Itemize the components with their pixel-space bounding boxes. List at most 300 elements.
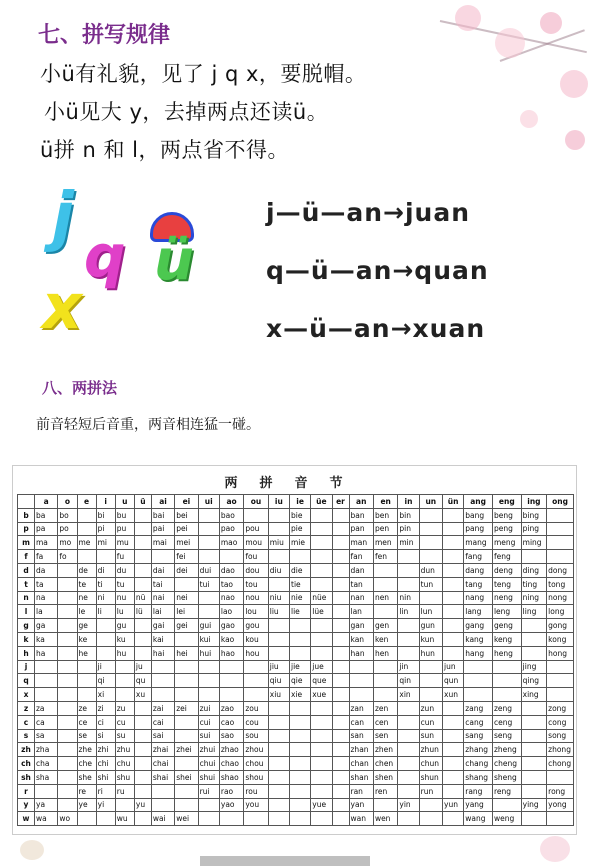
syllable-cell — [521, 784, 547, 798]
syllable-cell: mo — [58, 536, 77, 550]
syllable-cell: ping — [521, 522, 547, 536]
syllable-cell: xiu — [268, 688, 289, 702]
column-header: en — [373, 495, 397, 509]
table-row — [18, 536, 574, 550]
initial-cell: h — [18, 646, 35, 660]
syllable-cell — [311, 715, 332, 729]
syllable-cell — [151, 660, 174, 674]
syllable-cell: pao — [219, 522, 243, 536]
table-row — [18, 715, 574, 729]
table-row — [18, 757, 574, 771]
syllable-cell: ting — [521, 577, 547, 591]
syllable-cell — [290, 619, 311, 633]
syllable-cell — [398, 812, 419, 826]
syllable-cell: nong — [547, 591, 574, 605]
syllable-cell: cong — [547, 715, 574, 729]
syllable-cell: jue — [311, 660, 332, 674]
syllable-cell: sen — [373, 729, 397, 743]
syllable-cell: tou — [244, 577, 268, 591]
column-header: er — [332, 495, 349, 509]
syllable-cell: niu — [268, 591, 289, 605]
syllable-cell: qing — [521, 674, 547, 688]
syllable-cell — [443, 812, 464, 826]
initial-cell: t — [18, 577, 35, 591]
syllable-cell: nou — [244, 591, 268, 605]
syllable-cell: hei — [175, 646, 198, 660]
syllable-cell: han — [349, 646, 373, 660]
syllable-cell — [419, 550, 442, 564]
syllable-cell: ren — [373, 784, 397, 798]
syllable-cell — [443, 619, 464, 633]
syllable-cell: zha — [35, 743, 58, 757]
syllable-cell: ke — [77, 632, 96, 646]
syllable-cell: wo — [58, 812, 77, 826]
syllable-cell: fo — [58, 550, 77, 564]
section-8-text: 前音轻短后音重，两音相连猛一碰。 — [36, 417, 260, 433]
syllable-cell — [96, 550, 115, 564]
header-row — [18, 495, 574, 509]
syllable-cell: fen — [373, 550, 397, 564]
syllable-cell — [398, 784, 419, 798]
syllable-cell: dang — [464, 563, 493, 577]
syllable-cell: hang — [464, 646, 493, 660]
syllable-cell: hou — [244, 646, 268, 660]
syllable-cell — [290, 784, 311, 798]
syllable-cell — [332, 798, 349, 812]
syllable-cell — [419, 508, 442, 522]
syllable-cell: bo — [58, 508, 77, 522]
syllable-cell — [311, 770, 332, 784]
rule-line-2: 小ü见大 y，去掉两点还读ü。 — [44, 100, 329, 124]
initial-cell: y — [18, 798, 35, 812]
syllable-cell: su — [115, 729, 134, 743]
syllable-cell — [398, 729, 419, 743]
syllable-cell: nei — [175, 591, 198, 605]
syllable-cell: wai — [151, 812, 174, 826]
syllable-cell: diu — [268, 563, 289, 577]
initial-cell: d — [18, 563, 35, 577]
syllable-cell — [219, 674, 243, 688]
syllable-cell: rang — [464, 784, 493, 798]
syllable-cell — [332, 508, 349, 522]
syllable-cell: jing — [521, 660, 547, 674]
syllable-cell — [443, 757, 464, 771]
syllable-cell — [419, 536, 442, 550]
syllable-cell: pie — [290, 522, 311, 536]
syllable-cell: xun — [443, 688, 464, 702]
syllable-cell — [268, 715, 289, 729]
syllable-cell: zi — [96, 701, 115, 715]
syllable-cell — [443, 646, 464, 660]
syllable-cell: zhan — [349, 743, 373, 757]
syllable-cell — [175, 632, 198, 646]
syllable-cell: wan — [349, 812, 373, 826]
syllable-cell — [311, 522, 332, 536]
syllable-cell — [151, 798, 174, 812]
syllable-cell: yue — [311, 798, 332, 812]
table-row — [18, 770, 574, 784]
syllable-cell: zhong — [547, 743, 574, 757]
syllable-cell: sa — [35, 729, 58, 743]
syllable-cell — [244, 688, 268, 702]
syllable-cell: bai — [151, 508, 174, 522]
syllable-cell — [198, 522, 219, 536]
syllable-cell — [311, 577, 332, 591]
syllable-cell: di — [96, 563, 115, 577]
syllable-cell: fei — [175, 550, 198, 564]
syllable-cell: jin — [398, 660, 419, 674]
syllable-cell — [115, 674, 134, 688]
syllable-cell: si — [96, 729, 115, 743]
syllable-cell: cu — [115, 715, 134, 729]
syllable-cell: lüe — [311, 605, 332, 619]
syllable-cell: yin — [398, 798, 419, 812]
syllable-cell — [492, 688, 521, 702]
syllable-cell: she — [77, 770, 96, 784]
syllable-cell — [58, 743, 77, 757]
syllable-cell — [443, 632, 464, 646]
syllable-cell — [58, 770, 77, 784]
syllable-cell — [290, 715, 311, 729]
syllable-cell: ne — [77, 591, 96, 605]
syllable-cell: li — [96, 605, 115, 619]
syllable-cell: ge — [77, 619, 96, 633]
syllable-cell — [443, 563, 464, 577]
syllable-cell — [332, 688, 349, 702]
syllable-cell — [151, 674, 174, 688]
syllable-cell — [443, 701, 464, 715]
table-row — [18, 660, 574, 674]
syllable-cell: lang — [464, 605, 493, 619]
syllable-cell: cen — [373, 715, 397, 729]
scrollbar[interactable] — [200, 856, 370, 866]
syllable-cell — [547, 550, 574, 564]
column-header: ou — [244, 495, 268, 509]
syllable-cell — [58, 605, 77, 619]
syllable-cell: zhen — [373, 743, 397, 757]
syllable-cell: ti — [96, 577, 115, 591]
syllable-cell — [398, 715, 419, 729]
syllable-cell — [58, 591, 77, 605]
syllable-cell — [58, 563, 77, 577]
syllable-cell — [398, 757, 419, 771]
syllable-cell: de — [77, 563, 96, 577]
syllable-cell: kai — [151, 632, 174, 646]
syllable-cell — [268, 757, 289, 771]
syllable-cell: he — [77, 646, 96, 660]
syllable-cell: zui — [198, 701, 219, 715]
syllable-cell: tai — [151, 577, 174, 591]
syllable-cell: dui — [198, 563, 219, 577]
syllable-cell — [219, 550, 243, 564]
syllable-cell — [77, 812, 96, 826]
syllable-cell — [151, 784, 174, 798]
syllable-cell: neng — [492, 591, 521, 605]
syllable-cell — [175, 757, 198, 771]
column-header: eng — [492, 495, 521, 509]
syllable-cell — [175, 715, 198, 729]
syllable-cell: dou — [244, 563, 268, 577]
syllable-cell: gui — [198, 619, 219, 633]
syllable-cell: cun — [419, 715, 442, 729]
syllable-cell — [134, 619, 151, 633]
syllable-cell — [547, 660, 574, 674]
syllable-cell — [443, 536, 464, 550]
syllable-cell — [419, 798, 442, 812]
syllable-cell: nai — [151, 591, 174, 605]
syllable-cell — [311, 701, 332, 715]
syllable-cell: fu — [115, 550, 134, 564]
syllable-cell: zhou — [244, 743, 268, 757]
table-row — [18, 563, 574, 577]
syllable-cell — [443, 550, 464, 564]
syllable-cell: sang — [464, 729, 493, 743]
syllable-cell: xie — [290, 688, 311, 702]
table-row — [18, 605, 574, 619]
syllable-cell: ken — [373, 632, 397, 646]
syllable-cell — [290, 632, 311, 646]
syllable-cell — [58, 729, 77, 743]
syllable-cell: na — [35, 591, 58, 605]
syllable-cell: pei — [175, 522, 198, 536]
syllable-cell — [332, 701, 349, 715]
syllable-cell — [443, 743, 464, 757]
pinyin-syllable-table — [12, 465, 577, 835]
syllable-cell: zheng — [492, 743, 521, 757]
syllable-cell: ya — [35, 798, 58, 812]
syllable-cell — [244, 660, 268, 674]
syllable-cell — [398, 743, 419, 757]
syllable-cell — [443, 605, 464, 619]
syllable-cell: dan — [349, 563, 373, 577]
syllable-cell: zeng — [492, 701, 521, 715]
syllable-cell — [58, 757, 77, 771]
syllable-cell: mi — [96, 536, 115, 550]
syllable-cell: gou — [244, 619, 268, 633]
syllable-cell: ha — [35, 646, 58, 660]
syllable-cell: wu — [115, 812, 134, 826]
syllable-cell: gen — [373, 619, 397, 633]
syllable-cell — [268, 743, 289, 757]
syllable-cell: ban — [349, 508, 373, 522]
syllable-cell — [349, 660, 373, 674]
syllable-cell: cai — [151, 715, 174, 729]
syllable-cell: ma — [35, 536, 58, 550]
syllable-cell — [175, 729, 198, 743]
initial-cell: g — [18, 619, 35, 633]
syllable-cell: ga — [35, 619, 58, 633]
syllable-cell — [311, 757, 332, 771]
syllable-cell: xin — [398, 688, 419, 702]
syllable-cell — [290, 743, 311, 757]
rule-line-1: 小ü有礼貌，见了 j q x，要脱帽。 — [40, 62, 367, 86]
syllable-cell: qu — [134, 674, 151, 688]
syllable-cell — [77, 688, 96, 702]
syllable-cell: cha — [35, 757, 58, 771]
syllable-cell — [58, 619, 77, 633]
table-title: 两拼音节 — [224, 476, 365, 491]
syllable-cell — [443, 715, 464, 729]
section-7-title: 七、拼写规律 — [38, 22, 171, 48]
syllable-cell: chou — [244, 757, 268, 771]
syllable-cell — [373, 674, 397, 688]
initial-cell: w — [18, 812, 35, 826]
syllable-cell — [373, 688, 397, 702]
syllable-cell: ceng — [492, 715, 521, 729]
syllable-cell: yang — [464, 798, 493, 812]
syllable-cell: gun — [419, 619, 442, 633]
initial-cell: x — [18, 688, 35, 702]
syllable-cell: pou — [244, 522, 268, 536]
syllable-cell: ze — [77, 701, 96, 715]
column-header: ang — [464, 495, 493, 509]
syllable-cell: nüe — [311, 591, 332, 605]
syllable-cell — [268, 729, 289, 743]
formula-xuan: x—ü—an→xuan — [266, 314, 486, 343]
syllable-cell: you — [244, 798, 268, 812]
syllable-cell — [547, 812, 574, 826]
syllable-cell: fan — [349, 550, 373, 564]
syllable-cell — [268, 646, 289, 660]
syllable-cell: rui — [198, 784, 219, 798]
syllable-cell — [373, 563, 397, 577]
syllable-cell: pai — [151, 522, 174, 536]
syllable-cell: shan — [349, 770, 373, 784]
syllable-cell — [332, 619, 349, 633]
syllable-cell: le — [77, 605, 96, 619]
syllable-cell: ji — [96, 660, 115, 674]
column-header: a — [35, 495, 58, 509]
syllable-cell: wang — [464, 812, 493, 826]
syllable-cell — [521, 619, 547, 633]
syllable-cell — [134, 577, 151, 591]
syllable-cell — [219, 688, 243, 702]
syllable-cell — [290, 646, 311, 660]
syllable-cell — [332, 757, 349, 771]
cartoon-letter-u-umlaut: ü — [154, 228, 194, 293]
syllable-cell — [547, 536, 574, 550]
syllable-cell: deng — [492, 563, 521, 577]
syllable-cell — [115, 798, 134, 812]
syllable-cell — [290, 770, 311, 784]
syllable-cell — [521, 550, 547, 564]
syllable-cell: shen — [373, 770, 397, 784]
syllable-cell — [311, 619, 332, 633]
syllable-cell — [134, 632, 151, 646]
syllable-cell — [134, 508, 151, 522]
syllable-cell: kun — [419, 632, 442, 646]
syllable-cell — [332, 550, 349, 564]
table-row — [18, 784, 574, 798]
syllable-cell: heng — [492, 646, 521, 660]
syllable-cell: jie — [290, 660, 311, 674]
syllable-cell: ning — [521, 591, 547, 605]
syllable-cell: yong — [547, 798, 574, 812]
syllable-cell — [332, 646, 349, 660]
syllable-cell: rong — [547, 784, 574, 798]
syllable-cell: zhai — [151, 743, 174, 757]
syllable-cell — [547, 770, 574, 784]
syllable-cell: run — [419, 784, 442, 798]
syllable-cell: tong — [547, 577, 574, 591]
syllable-cell — [443, 508, 464, 522]
initial-cell: j — [18, 660, 35, 674]
syllable-cell — [464, 660, 493, 674]
syllable-cell: zhui — [198, 743, 219, 757]
syllable-cell — [492, 674, 521, 688]
syllable-cell — [244, 674, 268, 688]
table-row — [18, 674, 574, 688]
syllable-cell: nan — [349, 591, 373, 605]
syllable-cell — [311, 743, 332, 757]
syllable-cell: bi — [96, 508, 115, 522]
syllable-cell — [268, 798, 289, 812]
syllable-cell: dei — [175, 563, 198, 577]
syllable-cell — [521, 701, 547, 715]
syllable-cell — [244, 508, 268, 522]
syllable-cell: yi — [96, 798, 115, 812]
syllable-cell — [198, 550, 219, 564]
syllable-cell: sai — [151, 729, 174, 743]
table-row — [18, 798, 574, 812]
syllable-cell: jun — [443, 660, 464, 674]
syllable-cell: ri — [96, 784, 115, 798]
syllable-cell — [35, 660, 58, 674]
syllable-cell: za — [35, 701, 58, 715]
syllable-cell — [349, 688, 373, 702]
syllable-cell: mao — [219, 536, 243, 550]
section-8-title: 八、两拼法 — [42, 379, 118, 397]
initial-cell: p — [18, 522, 35, 536]
syllable-cell — [35, 674, 58, 688]
column-header: ei — [175, 495, 198, 509]
syllable-cell — [332, 660, 349, 674]
syllable-cell — [332, 674, 349, 688]
syllable-cell: cang — [464, 715, 493, 729]
initial-cell: sh — [18, 770, 35, 784]
syllable-cell — [332, 715, 349, 729]
syllable-cell — [134, 522, 151, 536]
initial-cell: s — [18, 729, 35, 743]
syllable-cell — [268, 812, 289, 826]
syllable-cell — [521, 770, 547, 784]
syllable-cell: dai — [151, 563, 174, 577]
syllable-cell: kui — [198, 632, 219, 646]
syllable-cell: fa — [35, 550, 58, 564]
syllable-cell: chang — [464, 757, 493, 771]
syllable-cell: zhang — [464, 743, 493, 757]
syllable-cell — [198, 536, 219, 550]
syllable-cell — [268, 522, 289, 536]
table-row — [18, 646, 574, 660]
syllable-cell: sui — [198, 729, 219, 743]
syllable-cell: weng — [492, 812, 521, 826]
syllable-cell: bin — [398, 508, 419, 522]
syllable-cell — [419, 812, 442, 826]
syllable-cell: qin — [398, 674, 419, 688]
syllable-cell — [547, 674, 574, 688]
syllable-cell — [398, 632, 419, 646]
syllable-cell: hu — [115, 646, 134, 660]
syllable-cell — [198, 591, 219, 605]
syllable-cell: wen — [373, 812, 397, 826]
syllable-cell — [58, 674, 77, 688]
column-header: ün — [443, 495, 464, 509]
syllable-cell: nin — [398, 591, 419, 605]
syllable-cell — [268, 550, 289, 564]
syllable-cell: zong — [547, 701, 574, 715]
syllable-cell — [115, 688, 134, 702]
